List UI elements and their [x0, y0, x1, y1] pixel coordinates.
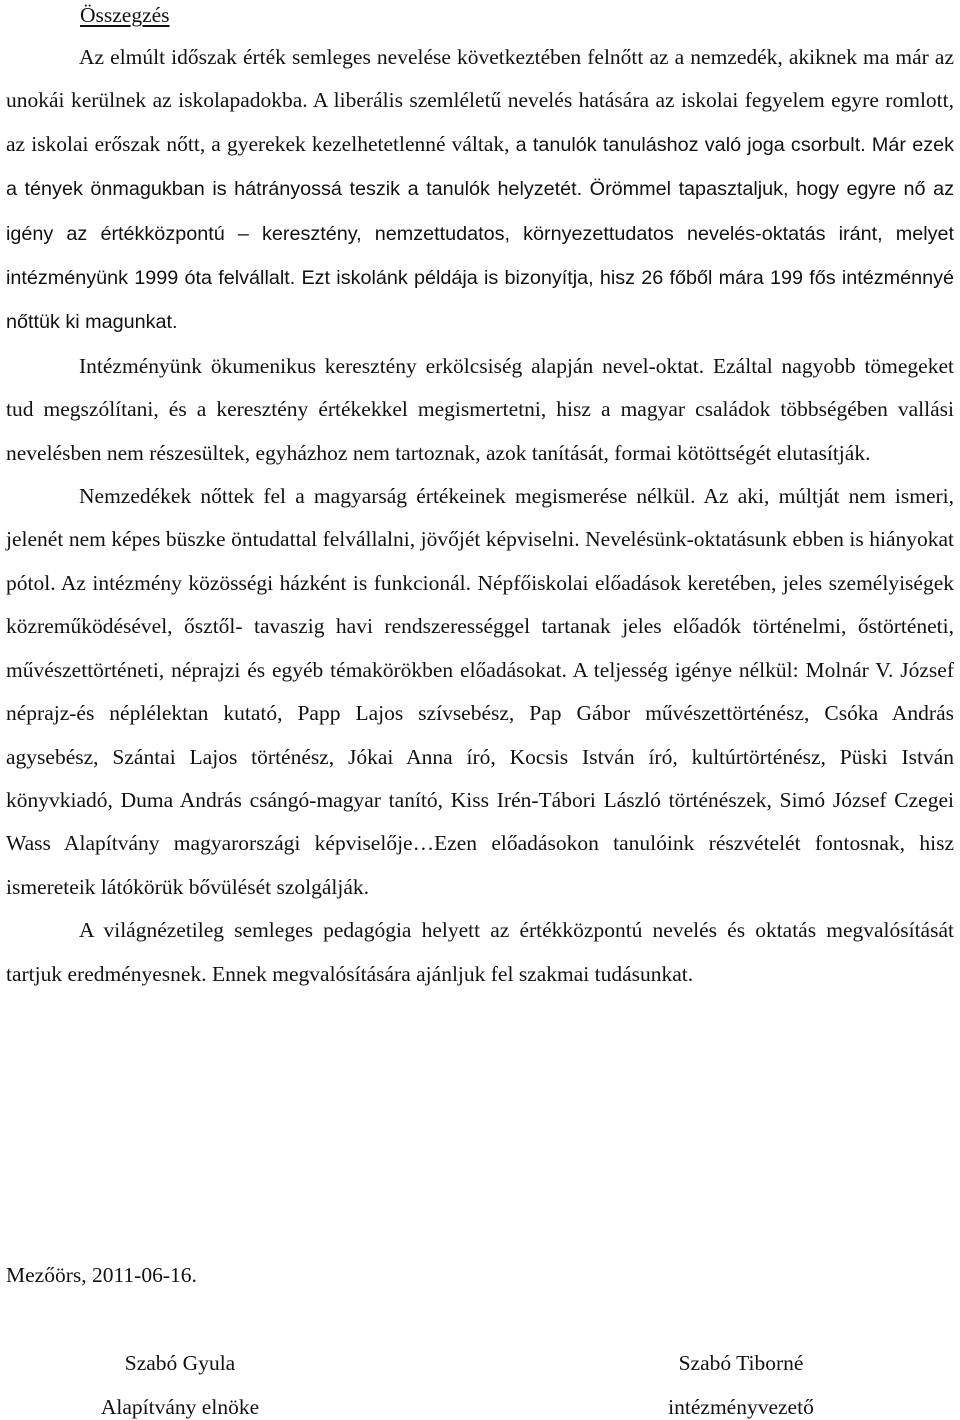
paragraph-3-text: Nemzedékek nőttek fel a magyarság értékeinek megismerése nélkül. Az aki, múltját nem ismeri, jelenét nem képes büszke öntudattal felvállalni, jövőjét képviselni. Nevelésünk-oktatásunk ebben is hiányokat pótol. Az intézmény közösségi házként is funkcionál. Népfőiskolai előadások keretében, jeles személyiségek közreműködésével, ősztől- tavaszig havi rendszerességgel tartanak jeles előadók történelmi, őstörténeti, művészettörténeti, néprajzi és egyéb témakörökben előadásokat. A teljesség igénye nélkül: Molnár V. József néprajz-és néplélektan kutató, Papp Lajos szívsebész, Pap Gábor művészettörténész, Csóka András agysebész, Szántai Lajos történész, Jókai Anna író, Kocsis István író, kultúrtörténész, Püski István könyvkiadó, Duma András csángó-magyar tanító, Kiss Irén-Tábori László történészek, Simó József Czegei Wass Alapítvány magyarországi képviselője…Ezen előadásokon tanulóink részvételét fontosnak, hisz ismereteik látókörük bővülését szolgálják. [6, 484, 954, 899]
paragraph-1-text-sans: a tanulók tanuláshoz való joga csorbult. Már ezek a tények önmagukban is hátrányossá teszik a tanulók helyzetét. Örömmel tapasztaljuk, hogy egyre nő az igény az értékközpontú – keresztény, nemzettudatos, környezettudatos nevelés-oktatás iránt, melyet intézményünk 1999 óta felvállalt. Ezt iskolánk példája is bizonyítja, hisz 26 főből mára 199 fős intézménnyé nőttük ki magunkat. [6, 133, 954, 334]
paragraph-2-text: Intézményünk ökumenikus keresztény erkölcsiség alapján nevel-oktat. Ezáltal nagyobb tömegeket tud megszólítani, és a keresztény értékekkel megismertetni, hisz a magyar családok többségében vallási nevelésben nem részesültek, egyházhoz nem tartoznak, azok tanítását, formai kötöttségét elutasítják. [6, 353, 954, 465]
paragraph-3 [6, 475, 954, 909]
signatory-role: Alapítvány elnöke [100, 1395, 260, 1419]
signatory-name: Szabó Tiborné [678, 1351, 804, 1375]
paragraph-2 [6, 345, 954, 475]
summary-body [6, 36, 954, 996]
section-heading: Összegzés [80, 3, 170, 27]
document-page [6, 0, 954, 1420]
paragraph-4 [6, 909, 954, 996]
signatory-name: Szabó Gyula [124, 1351, 236, 1375]
place-and-date: Mezőörs, 2011-06-16. [6, 1263, 197, 1287]
signatory-role: intézményvezető [668, 1395, 814, 1419]
paragraph-4-text: A világnézetileg semleges pedagógia helyett az értékközpontú nevelés és oktatás megvalósítását tartjuk eredményesnek. Ennek megvalósítására ajánljuk fel szakmai tudásunkat. [6, 918, 954, 986]
paragraph-1 [6, 36, 954, 345]
paragraph-1-text-serif: Az elmúlt időszak érték semleges nevelése következtében felnőtt az a nemzedék, akiknek ma már az unokái kerülnek az iskolapadokba. A liberális szemléletű nevelés hatására az iskolai fegyelem egyre romlott, az iskolai erőszak nőtt, a gyerekek kezelhetetlenné váltak, [6, 45, 954, 156]
